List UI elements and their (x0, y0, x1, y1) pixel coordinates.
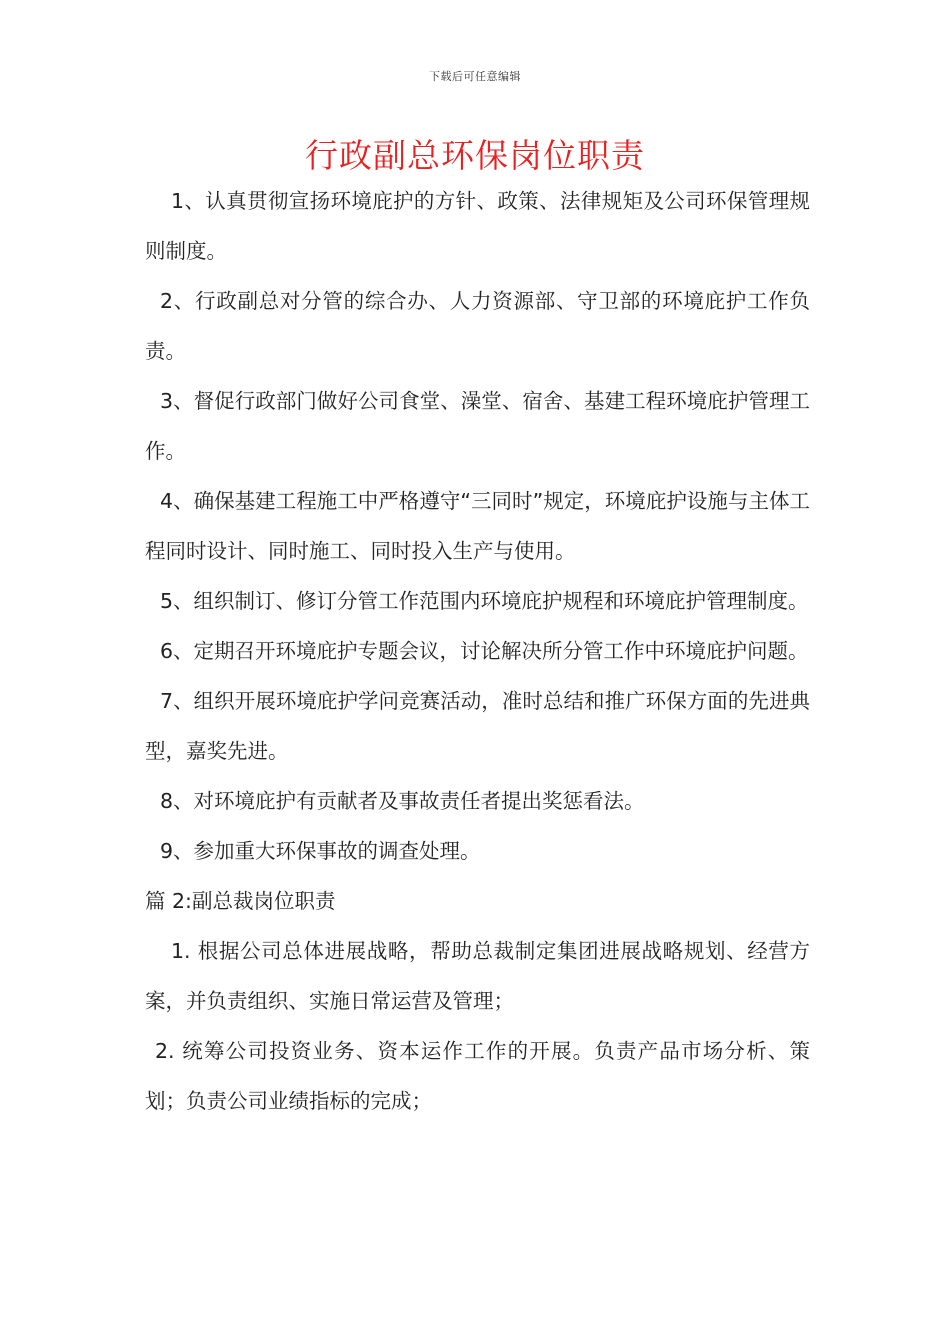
header-note: 下载后可任意编辑 (429, 70, 521, 83)
document-body (145, 176, 810, 1126)
paragraph-3: 3、督促行政部门做好公司食堂、澡堂、宿舍、基建工程环境庇护管理工作。 (145, 389, 810, 463)
paragraph-11: 2. 统筹公司投资业务、资本运作工作的开展。负责产品市场分析、策划；负责公司业绩指标的完成； (145, 1039, 810, 1113)
paragraph-5: 5、组织制订、修订分管工作范围内环境庇护规程和环境庇护管理制度。 (160, 589, 809, 613)
document-title: 行政副总环保岗位职责 (305, 136, 645, 175)
paragraph-8: 8、对环境庇护有贡献者及事故责任者提出奖惩看法。 (160, 789, 645, 813)
section-heading: 篇 2:副总裁岗位职责 (145, 889, 336, 913)
paragraph-4: 4、确保基建工程施工中严格遵守“三同时”规定，环境庇护设施与主体工程同时设计、同时施工、同时投入生产与使用。 (145, 489, 810, 563)
paragraph-2: 2、行政副总对分管的综合办、人力资源部、守卫部的环境庇护工作负责。 (145, 289, 810, 363)
paragraph-1: 1、认真贯彻宣扬环境庇护的方针、政策、法律规矩及公司环保管理规则制度。 (145, 189, 810, 263)
paragraph-6: 6、定期召开环境庇护专题会议，讨论解决所分管工作中环境庇护问题。 (160, 639, 809, 663)
paragraph-7: 7、组织开展环境庇护学问竞赛活动，准时总结和推广环保方面的先进典型，嘉奖先进。 (145, 689, 810, 763)
paragraph-9: 9、参加重大环保事故的调查处理。 (160, 839, 481, 863)
paragraph-10: 1. 根据公司总体进展战略，帮助总裁制定集团进展战略规划、经营方案，并负责组织、实施日常运营及管理； (145, 939, 810, 1013)
